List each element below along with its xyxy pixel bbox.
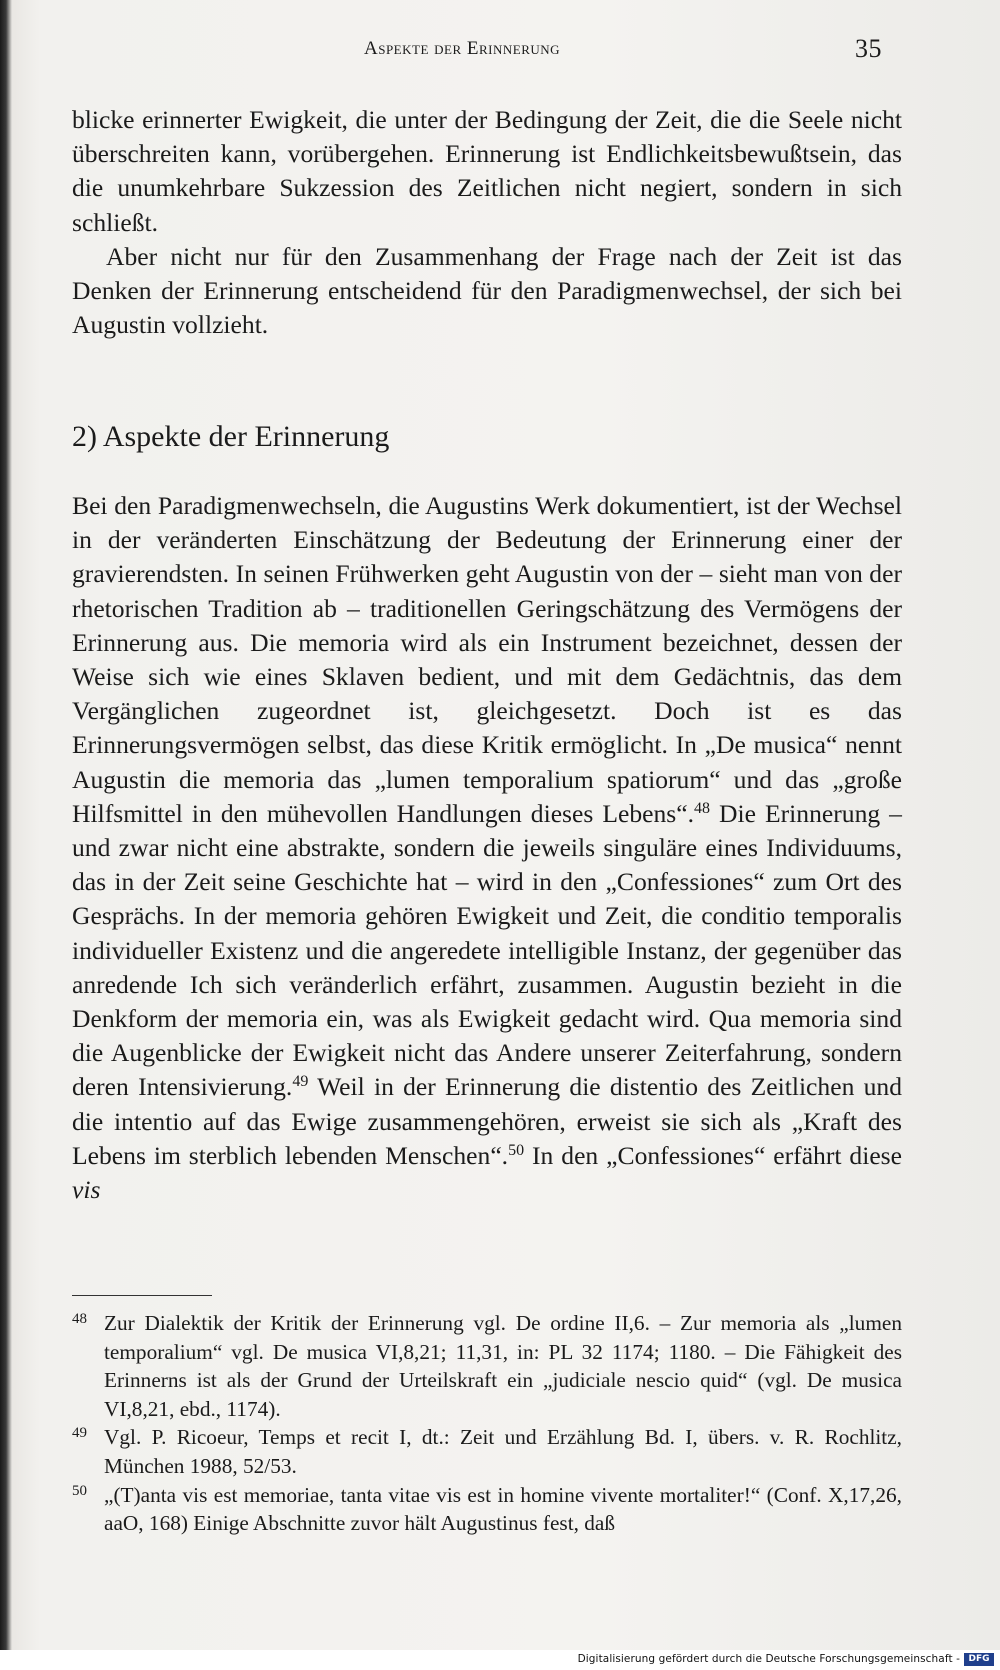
footnote-separator — [72, 1295, 212, 1296]
footnote-number: 50 — [72, 1482, 87, 1499]
text-segment: Bei den Paradigmenwechseln, die Augustins Werk dokumentiert, ist der Wechsel in der veränderten Einschätzung der Bedeutung der Erinnerung einer der gravierendsten. In seinen Frühwerken geht Augustin von der – sieht man von der rhetorischen Tradition ab – traditionellen Geringschätzung des Vermögens der Erinnerung aus. Die memoria wird als ein Instrument bezeichnet, dessen der Weise sich wie eines Sklaven bedient, und mit dem Gedächtnis, das dem Vergänglichen zugeordnet ist, gleichgesetzt. Doch ist es das Erinnerungsvermögen selbst, das diese Kritik ermöglicht. In „De musica“ nennt Augustin die memoria das „lumen temporalium spatiorum“ und das „große Hilfsmittel in den mühevollen Handlungen dieses Lebens“. — [72, 491, 902, 828]
footnote-number: 49 — [72, 1425, 87, 1442]
running-head-title: Aspekte der Erinnerung — [364, 38, 561, 59]
paragraph: blicke erinnerter Ewigkeit, die unter der Bedingung der Zeit, die die Seele nicht überschreiten kann, vorübergehen. Erinnerung ist Endlichkeitsbewußtsein, das die unumkehrbare Sukzession des Zeitlichen nicht negiert, sondern in sich schließt. — [72, 105, 902, 237]
text-segment: Die Erinnerung – und zwar nicht eine abstrakte, sondern die jeweils singuläre eines Individuums, das in der Zeit seine Geschichte hat – wird in den „Confessiones“ zum Ort des Gesprächs. In der memoria gehören Ewigkeit und Zeit, die conditio temporalis individueller Existenz und die angeredete intelligible Instanz, der gegenüber das anredende Ich sich veränderlich erfährt, zusammen. Augustin bezieht in die Denkform der memoria ein, was als Ewigkeit gedacht wird. Qua memoria sind die Augenblicke der Ewigkeit nicht das Andere unserer Zeiterfahrung, sondern deren Intensivierung. — [72, 798, 902, 1102]
footnote-ref-50: 50 — [508, 1141, 525, 1159]
digitization-credit-bar — [0, 1650, 1000, 1670]
paragraph: Aber nicht nur für den Zusammenhang der Frage nach der Zeit ist das Denken der Erinnerung entscheidend für den Paradigmenwechsel, der sich bei Augustin vollzieht. — [72, 241, 902, 340]
running-head — [72, 36, 902, 66]
opening-text-block — [72, 103, 902, 342]
page-number: 35 — [855, 34, 882, 63]
text-segment: Weil in der Erinnerung die distentio des Zeitlichen und die intentio auf das Ewige zusammengehören, erweist sie sich als „Kraft des Lebens im sterblich lebenden Menschen“. — [72, 1072, 902, 1170]
section-text-block — [72, 489, 902, 1207]
dfg-logo-icon: DFG — [964, 1653, 994, 1666]
footnote-number: 48 — [72, 1311, 87, 1327]
section-heading: 2) Aspekte der Erinnerung — [72, 420, 390, 453]
footnote-text: Vgl. P. Ricoeur, Temps et recit I, dt.: Zeit und Erzählung Bd. I, übers. v. R. Rochlitz, München 1988, 52/53. — [104, 1425, 902, 1478]
footnote-text: Zur Dialektik der Kritik der Erinnerung vgl. De ordine II,6. – Zur memoria als „lumen temporalium“ vgl. De musica VI,8,21; 11,31, in: PL 32 1174; 1180. – Die Fähigkeit des Erinnerns ist als der Grund der Urteilskraft ein „judiciale nescio quid“ (vgl. De musica VI,8,21, ebd., 1174). — [104, 1311, 902, 1421]
footnote-text: „(T)anta vis est memoriae, tanta vitae vis est in homine vivente mortaliter!“ (Conf. X,17,26, aaO, 168) Einige Abschnitte zuvor hält Augustinus fest, daß — [104, 1482, 902, 1536]
footnote-ref-49: 49 — [292, 1073, 309, 1091]
footnote-50 — [72, 1481, 902, 1538]
footnote-49 — [72, 1423, 902, 1480]
paragraph — [72, 489, 902, 1207]
footnotes — [72, 1309, 902, 1538]
footnote-48 — [72, 1309, 902, 1423]
footnote-ref-48: 48 — [694, 799, 711, 817]
digitization-credit: Digitalisierung gefördert durch die Deutsche Forschungsgemeinschaft - — [577, 1653, 960, 1665]
text-segment: In den „Confessiones“ erfährt diese — [524, 1140, 902, 1170]
italic-word: vis — [72, 1175, 101, 1205]
